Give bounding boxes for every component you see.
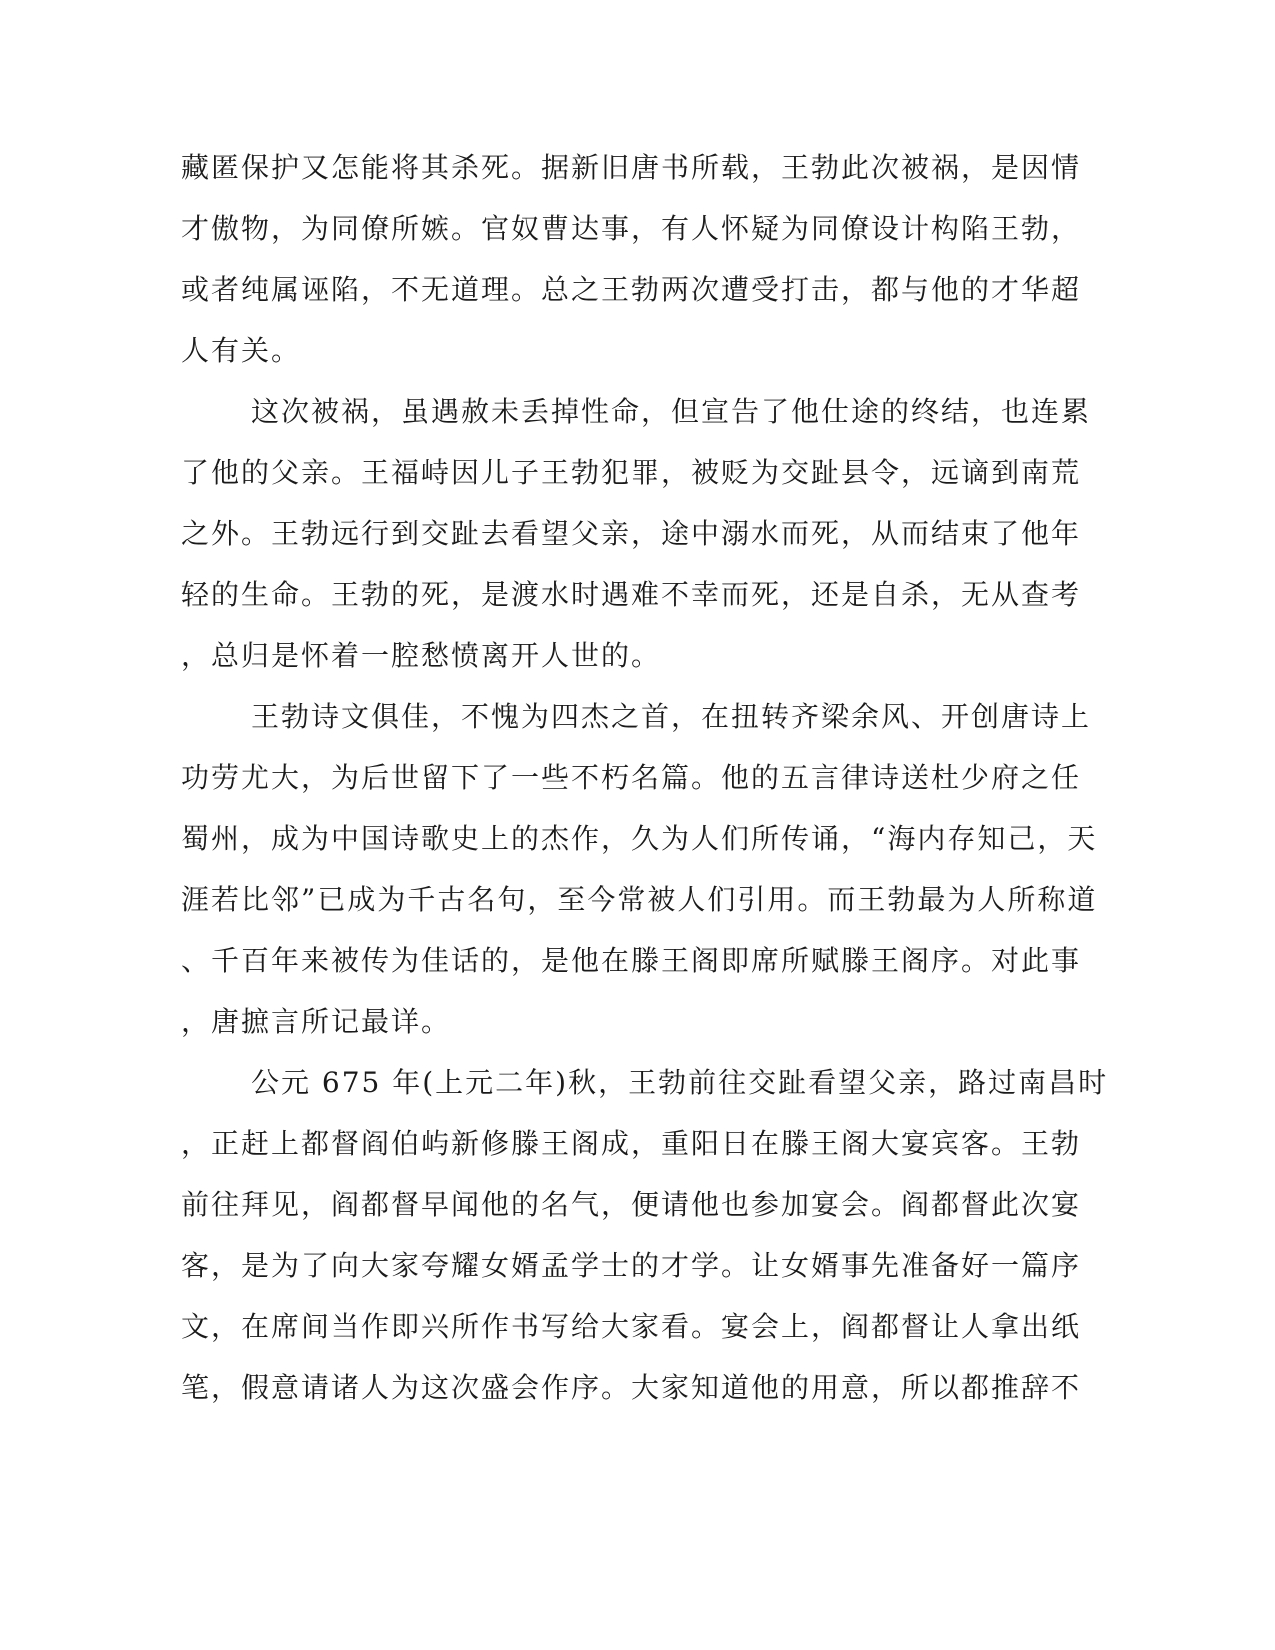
- text-line: 蜀州，成为中国诗歌史上的杰作，久为人们所传诵，“海内存知己，天: [181, 822, 1098, 855]
- text-line: 了他的父亲。王福峙因儿子王勃犯罪，被贬为交趾县令，远谪到南荒: [181, 456, 1082, 489]
- text-line: ，唐摭言所记最详。: [181, 1005, 452, 1038]
- text-line: 功劳尤大，为后世留下了一些不朽名篇。他的五言律诗送杜少府之任: [181, 761, 1082, 794]
- text-line: 轻的生命。王勃的死，是渡水时遇难不幸而死，还是自杀，无从查考: [181, 578, 1082, 611]
- document-page: [181, 150, 1109, 1431]
- text-line: ，正赶上都督阎伯屿新修滕王阁成，重阳日在滕王阁大宴宾客。王勃: [181, 1127, 1082, 1160]
- text-line: 之外。王勃远行到交趾去看望父亲，途中溺水而死，从而结束了他年: [181, 517, 1082, 550]
- text-line: 或者纯属诬陷，不无道理。总之王勃两次遭受打击，都与他的才华超: [181, 273, 1082, 306]
- text-line: ，总归是怀着一腔愁愤离开人世的。: [181, 639, 662, 672]
- text-line: 前往拜见，阎都督早闻他的名气，便请他也参加宴会。阎都督此次宴: [181, 1188, 1082, 1221]
- text-line: 藏匿保护又怎能将其杀死。据新旧唐书所载，王勃此次被祸，是因情: [181, 151, 1082, 184]
- text-line: 文，在席间当作即兴所作书写给大家看。宴会上，阎都督让人拿出纸: [181, 1310, 1082, 1343]
- paragraph-start-line: 这次被祸，虽遇赦未丢掉性命，但宣告了他仕途的终结，也连累: [251, 395, 1092, 428]
- paragraph-start-line: 公元 675 年(上元二年)秋，王勃前往交趾看望父亲，路过南昌时: [251, 1066, 1109, 1099]
- text-line: 涯若比邻”已成为千古名句，至今常被人们引用。而王勃最为人所称道: [181, 883, 1098, 916]
- text-line: 客，是为了向大家夸耀女婿孟学士的才学。让女婿事先准备好一篇序: [181, 1249, 1082, 1282]
- text-line: 笔，假意请诸人为这次盛会作序。大家知道他的用意，所以都推辞不: [181, 1371, 1082, 1404]
- text-line: 人有关。: [181, 334, 302, 367]
- text-line: 、千百年来被传为佳话的，是他在滕王阁即席所赋滕王阁序。对此事: [181, 944, 1082, 977]
- paragraph-start-line: 王勃诗文俱佳，不愧为四杰之首，在扭转齐梁余风、开创唐诗上: [251, 700, 1092, 733]
- text-line: 才傲物，为同僚所嫉。官奴曹达事，有人怀疑为同僚设计构陷王勃，: [181, 212, 1082, 245]
